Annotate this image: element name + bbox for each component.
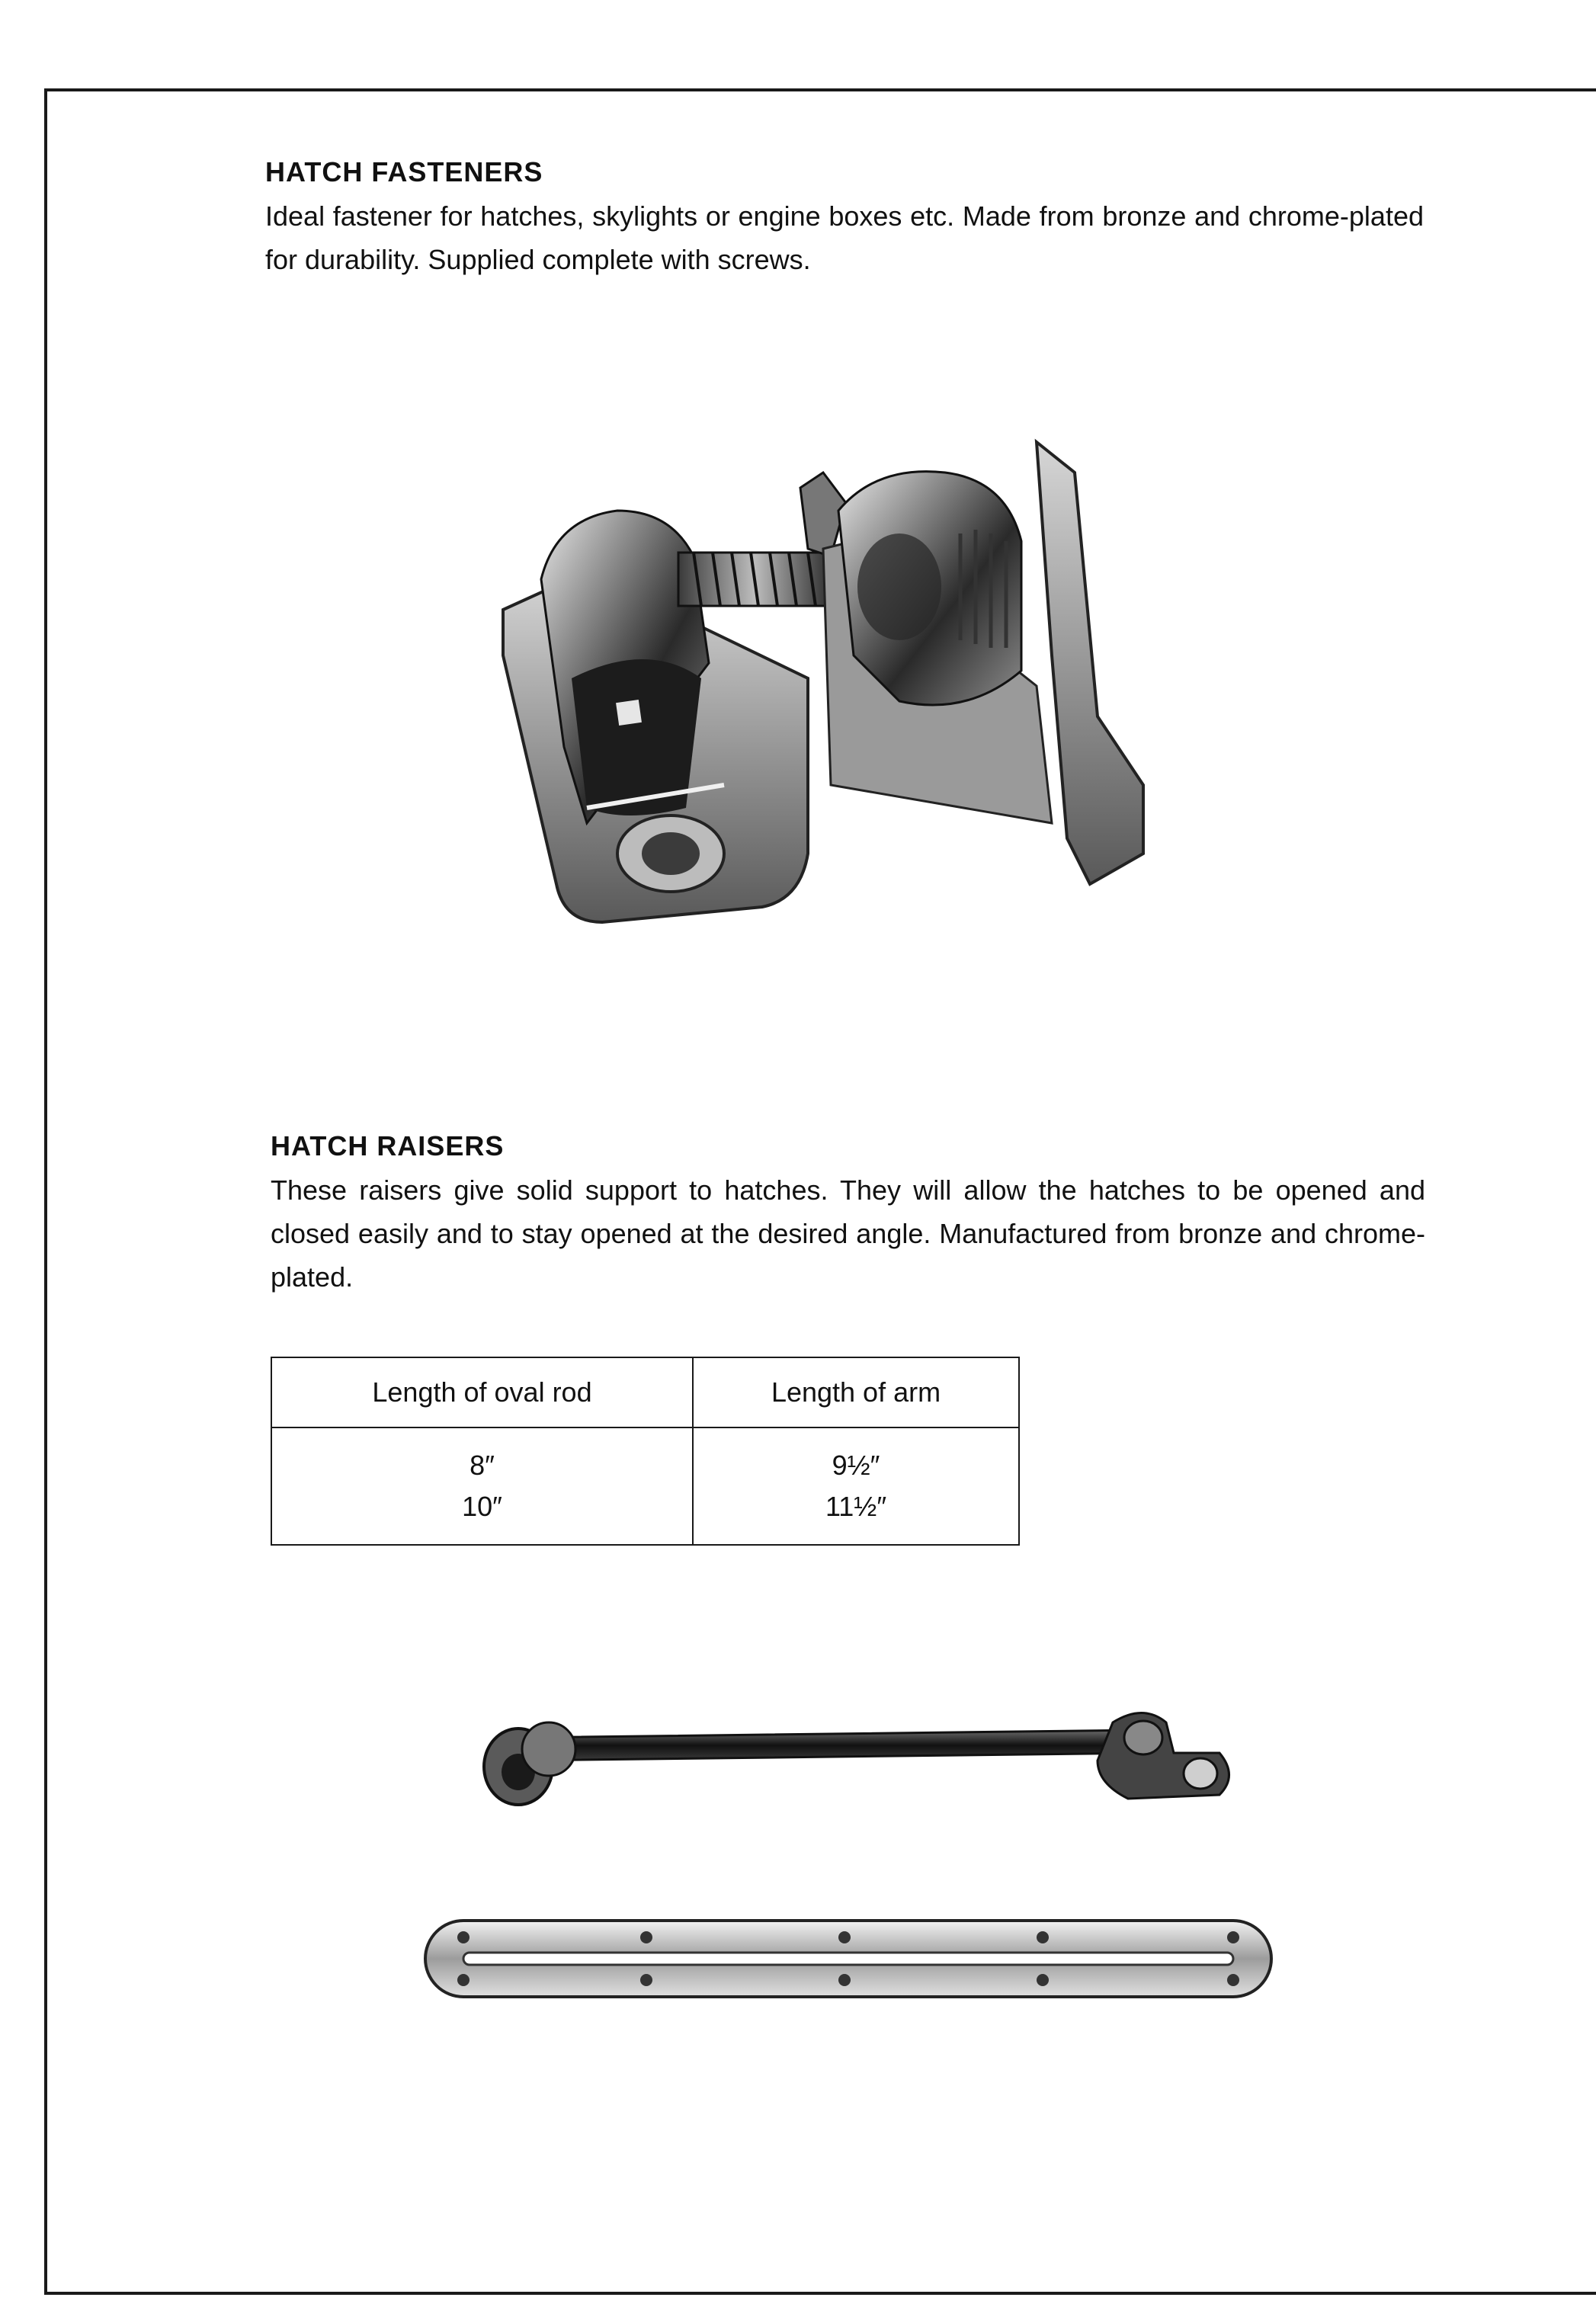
arm-lengths-cell [693, 1427, 1019, 1545]
table-header-row [271, 1357, 1019, 1427]
column-header-oval-rod: Length of oval rod [271, 1357, 693, 1427]
hatch-fasteners-heading: HATCH FASTENERS [265, 156, 543, 187]
raiser-spec-table [271, 1357, 1020, 1546]
hatch-fastener-photo [473, 427, 1235, 945]
table-cell: 11½″ [825, 1491, 887, 1522]
column-header-arm: Length of arm [693, 1357, 1019, 1427]
hatch-raisers-description: These raisers give solid support to hatches. They will allow the hatches to be opened and closed easily and to stay opened at the desired angle. Manufactured from bronze and chrome-plated. [271, 1174, 1425, 1293]
oval-rod-lengths-cell [271, 1427, 693, 1545]
hatch-raiser-oval-rod-photo [418, 1905, 1279, 2012]
table-cell: 8″ [470, 1450, 495, 1481]
hatch-raiser-arm-photo [473, 1700, 1242, 1822]
hatch-raisers-heading: HATCH RAISERS [271, 1130, 505, 1162]
table-cell: 9½″ [832, 1450, 880, 1481]
hatch-fasteners-description: Ideal fastener for hatches, skylights or engine boxes etc. Made from bronze and chrome-plated for durability. Supplied complete with screws. [265, 200, 1424, 275]
table-cell: 10″ [462, 1491, 502, 1522]
table-row [271, 1427, 1019, 1545]
